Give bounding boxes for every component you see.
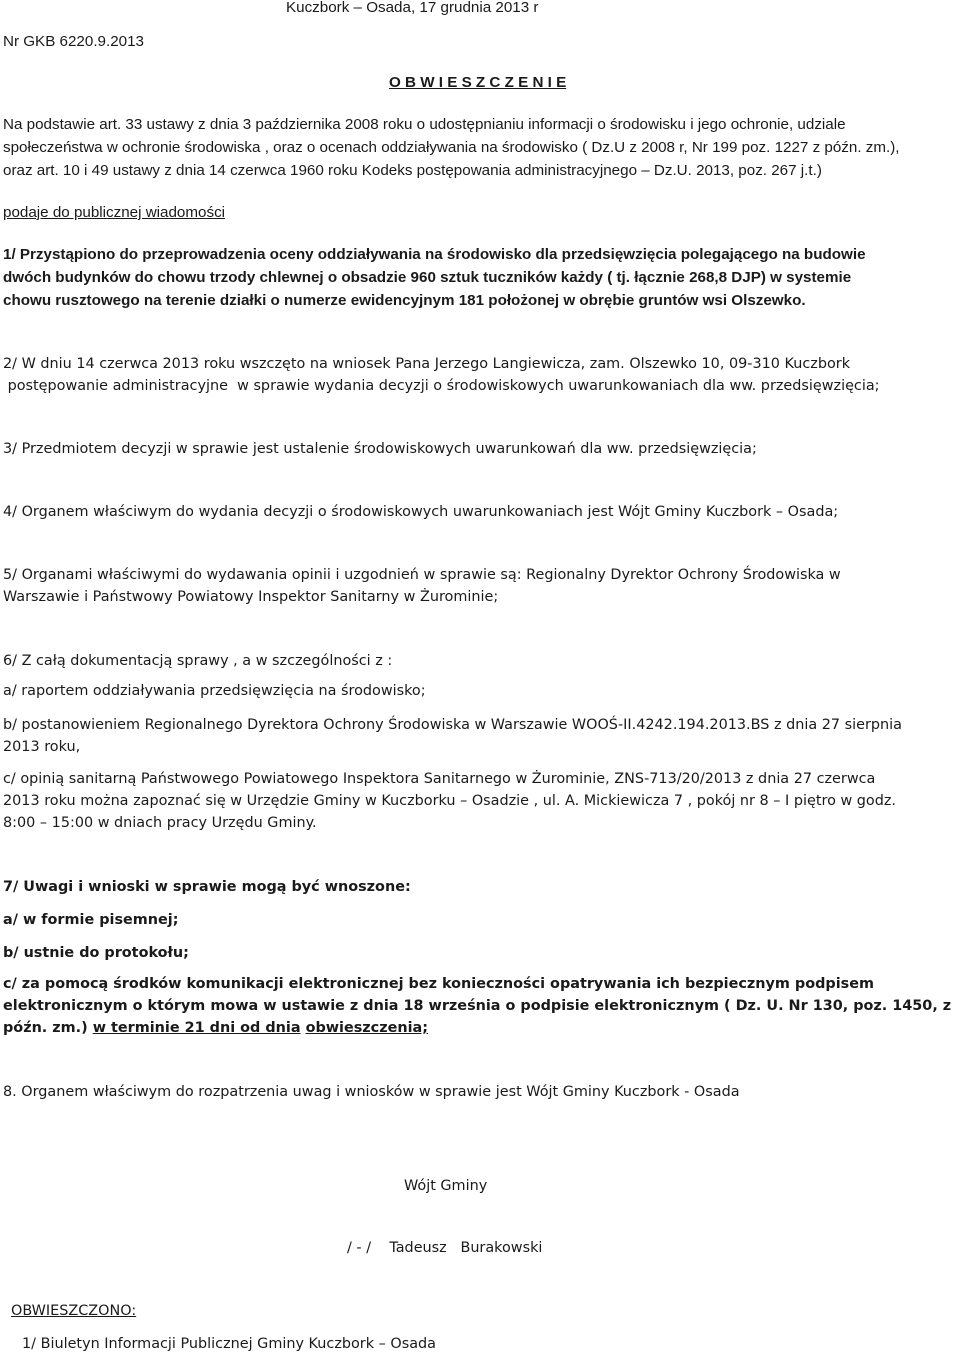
point-2-line: 2/ W dniu 14 czerwca 2013 roku wszczęto na wniosek Pana Jerzego Langiewicza, zam. Olszewko 10, 09-310 Kuczbork: [3, 356, 851, 372]
point-6c-line: c/ opinią sanitarną Państwowego Powiatowego Inspektora Sanitarnego w Żurominie, ZNS-713/20/2013 z dnia 27 czerwca: [3, 771, 876, 787]
point-6a: [3, 680, 953, 702]
point-3-line: 3/ Przedmiotem decyzji w sprawie jest ustalenie środowiskowych uwarunkowań dla ww. przedsięwzięcia;: [3, 441, 757, 457]
point-7-lead: [3, 876, 953, 898]
published-heading: OBWIESZCZONO:: [11, 1303, 137, 1319]
point-5-line: Warszawie i Państwowy Powiatowy Inspektor Sanitarny w Żurominie;: [3, 589, 499, 605]
point-6b-line: 2013 roku,: [3, 739, 81, 755]
intro-paragraph: [3, 113, 953, 182]
point-6c-line: 2013 roku można zapoznać się w Urzędzie Gminy w Kuczborku – Osadzie , ul. A. Mickiewicza 7 , pokój nr 8 – I piętro w godz.: [3, 793, 896, 809]
point-1: [3, 243, 953, 312]
point-7c: [3, 973, 953, 1039]
point-7c-line: elektronicznym o którym mowa w ustawie z dnia 18 września o podpisie elektronicznym ( Dz. U. Nr 130, poz. 1450, z: [3, 998, 952, 1014]
point-3: [3, 438, 953, 460]
deadline-suffix: obwieszczenia;: [305, 1020, 428, 1036]
published-item: 1/ Biuletyn Informacji Publicznej Gminy Kuczbork – Osada: [22, 1336, 436, 1352]
point-4-line: 4/ Organem właściwym do wydania decyzji o środowiskowych uwarunkowaniach jest Wójt Gminy Kuczbork – Osada;: [3, 504, 839, 520]
point-7c-prefix: późn. zm.): [3, 1020, 88, 1036]
point-1-line: chowu rusztowego na terenie działki o numerze ewidencyjnym 181 położonej w obrębie gruntów wsi Olszewko.: [3, 292, 806, 309]
point-7b-line: b/ ustnie do protokołu;: [3, 945, 189, 961]
point-5-line: 5/ Organami właściwymi do wydawania opinii i uzgodnień w sprawie są: Regionalny Dyrektor Ochrony Środowiska w: [3, 567, 841, 583]
point-7b: [3, 942, 953, 964]
point-6-lead-line: 6/ Z całą dokumentacją sprawy , a w szczególności z :: [3, 653, 393, 669]
intro-line: Na podstawie art. 33 ustawy z dnia 3 października 2008 roku o udostępnianiu informacji o środowisku i jego ochronie, udziale: [3, 116, 846, 133]
point-7a: [3, 909, 953, 931]
point-4: [3, 501, 953, 523]
point-1-line: 1/ Przystąpiono do przeprowadzenia oceny oddziaływania na środowisko dla przedsięwzięcia polegającego na budowie: [3, 246, 866, 263]
point-7-lead-line: 7/ Uwagi i wnioski w sprawie mogą być wnoszone:: [3, 879, 411, 895]
point-6b: [3, 714, 953, 758]
signature-role: Wójt Gminy: [404, 1178, 488, 1194]
point-2-line: postępowanie administracyjne w sprawie wydania decyzji o środowiskowych uwarunkowaniach dla ww. przedsięwzięcia;: [3, 378, 880, 394]
public-notice-heading: podaje do publicznej wiadomości: [3, 204, 226, 221]
deadline-text: w terminie 21 dni od dnia: [92, 1020, 301, 1036]
point-7c-last-line: [3, 1017, 953, 1039]
point-6a-line: a/ raportem oddziaływania przedsięwzięcia na środowisko;: [3, 683, 426, 699]
point-8: [3, 1081, 953, 1103]
point-5: [3, 564, 953, 608]
point-1-line: dwóch budynków do chowu trzody chlewnej o obsadzie 960 sztuk tuczników każdy ( tj. łącznie 268,8 DJP) w systemie: [3, 269, 852, 286]
document-title: O B W I E S Z C Z E N I E: [389, 74, 567, 91]
point-7c-line: c/ za pomocą środków komunikacji elektronicznej bez konieczności opatrywania ich bezpiecznym podpisem: [3, 976, 874, 992]
point-6-lead: [3, 650, 953, 672]
point-6c-line: 8:00 – 15:00 w dniach pracy Urzędu Gminy.: [3, 815, 317, 831]
point-2: [3, 353, 953, 397]
signature-name: / - / Tadeusz Burakowski: [347, 1240, 543, 1256]
document-date: Kuczbork – Osada, 17 grudnia 2013 r: [286, 0, 539, 16]
intro-line: społeczeństwa w ochronie środowiska , oraz o ocenach oddziaływania na środowisko ( Dz.U z 2008 r, Nr 199 poz. 1227 z późn. zm.),: [3, 139, 900, 156]
point-8-line: 8. Organem właściwym do rozpatrzenia uwag i wniosków w sprawie jest Wójt Gminy Kuczbork - Osada: [3, 1084, 740, 1100]
intro-line: oraz art. 10 i 49 ustawy z dnia 14 czerwca 1960 roku Kodeks postępowania administracyjnego – Dz.U. 2013, poz. 267 j.t.): [3, 162, 822, 179]
point-7a-line: a/ w formie pisemnej;: [3, 912, 179, 928]
point-6c: [3, 768, 953, 834]
reference-number: Nr GKB 6220.9.2013: [3, 33, 144, 50]
point-6b-line: b/ postanowieniem Regionalnego Dyrektora Ochrony Środowiska w Warszawie WOOŚ-II.4242.194.2013.BS z dnia 27 sierpnia: [3, 717, 902, 733]
